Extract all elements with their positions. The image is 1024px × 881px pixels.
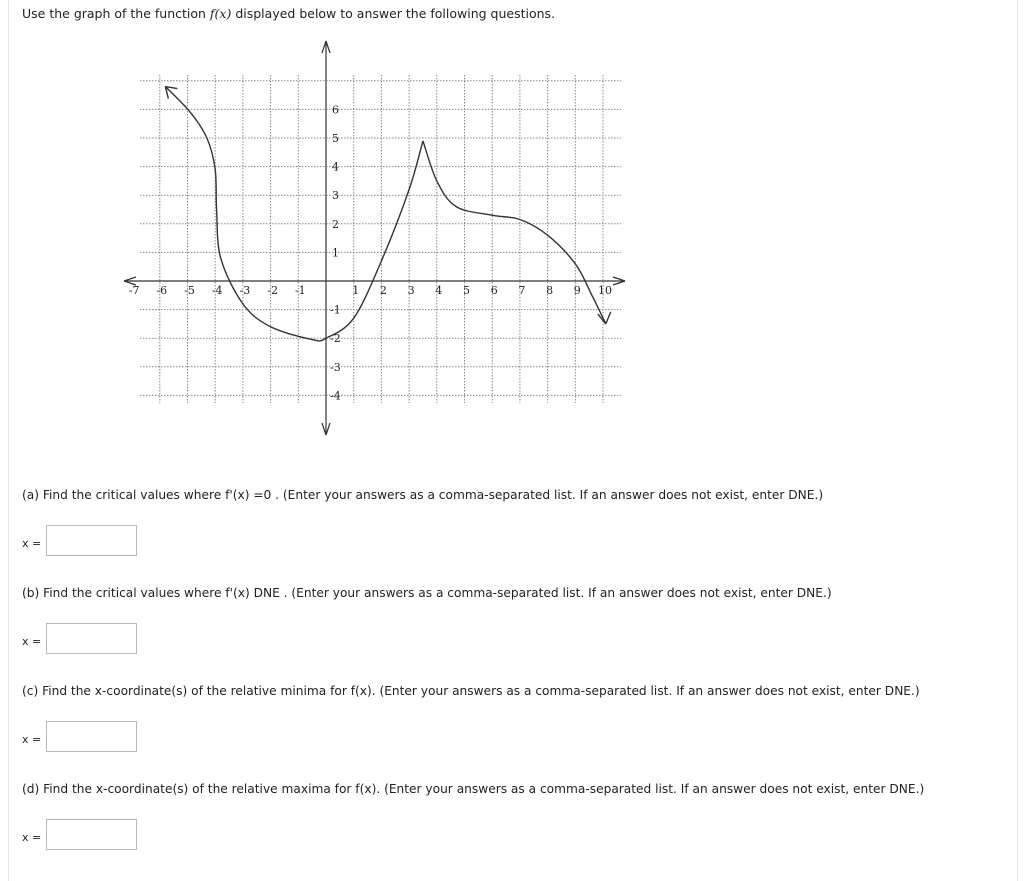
x-tick-label: 8 bbox=[546, 284, 554, 297]
intro-suffix: displayed below to answer the following questions. bbox=[231, 6, 556, 21]
x-tick-label: 6 bbox=[490, 284, 498, 297]
y-tick-label: 1 bbox=[332, 246, 339, 260]
y-tick-label: -1 bbox=[330, 303, 341, 317]
x-tick-label: 4 bbox=[435, 284, 443, 297]
y-tick-label: -4 bbox=[330, 389, 341, 403]
x-tick-label: 5 bbox=[463, 284, 470, 297]
y-tick-label: -2 bbox=[330, 332, 341, 346]
curve-end-arrow bbox=[598, 312, 611, 324]
y-tick-label: 2 bbox=[332, 217, 339, 231]
x-tick-label: -2 bbox=[267, 284, 278, 297]
x-tick-label: -3 bbox=[239, 284, 251, 297]
x-tick-label: -6 bbox=[156, 284, 168, 297]
intro-text bbox=[22, 6, 555, 21]
question-c: (c) Find the x-coordinate(s) of the relative minima for f(x). (Enter your answers as a comma-separated list. If an answer does not exist, enter DNE.) bbox=[22, 684, 920, 698]
question-b: (b) Find the critical values where f'(x) DNE . (Enter your answers as a comma-separated list. If an answer does not exist, enter DNE.) bbox=[22, 586, 832, 600]
function-curve-left bbox=[165, 87, 423, 341]
y-tick-label: 4 bbox=[332, 160, 339, 174]
x-tick-label: -5 bbox=[184, 284, 195, 297]
intro-function-name: f(x) bbox=[209, 6, 232, 21]
x-tick-label: 2 bbox=[379, 284, 387, 297]
x-tick-label: -4 bbox=[211, 284, 223, 297]
answer-c-input[interactable] bbox=[46, 721, 137, 752]
x-tick-label: -7 bbox=[128, 284, 140, 297]
y-tick-label: 5 bbox=[332, 132, 339, 145]
x-tick-label: 1 bbox=[352, 284, 360, 297]
answer-c-label: x = bbox=[22, 733, 42, 746]
x-tick-label: 10 bbox=[598, 284, 612, 297]
answer-a-input[interactable] bbox=[46, 525, 137, 556]
x-tick-label: -1 bbox=[294, 284, 306, 297]
x-tick-label: 3 bbox=[407, 284, 415, 297]
y-tick-label: 3 bbox=[332, 189, 339, 203]
answer-a-label: x = bbox=[22, 537, 42, 550]
function-graph bbox=[110, 35, 640, 445]
answer-d-input[interactable] bbox=[46, 819, 137, 850]
question-d: (d) Find the x-coordinate(s) of the relative maxima for f(x). (Enter your answers as a comma-separated list. If an answer does not exist, enter DNE.) bbox=[22, 782, 925, 796]
intro-prefix: Use the graph of the function bbox=[22, 6, 210, 21]
answer-d-label: x = bbox=[22, 831, 42, 844]
x-tick-label: 7 bbox=[518, 284, 526, 297]
y-tick-label: 6 bbox=[332, 103, 339, 117]
answer-b-label: x = bbox=[22, 635, 42, 648]
x-tick-label: 9 bbox=[573, 284, 581, 297]
question-a: (a) Find the critical values where f'(x) =0 . (Enter your answers as a comma-separated list. If an answer does not exist, enter DNE.) bbox=[22, 488, 824, 502]
y-tick-label: -3 bbox=[330, 360, 341, 374]
answer-b-input[interactable] bbox=[46, 623, 137, 654]
